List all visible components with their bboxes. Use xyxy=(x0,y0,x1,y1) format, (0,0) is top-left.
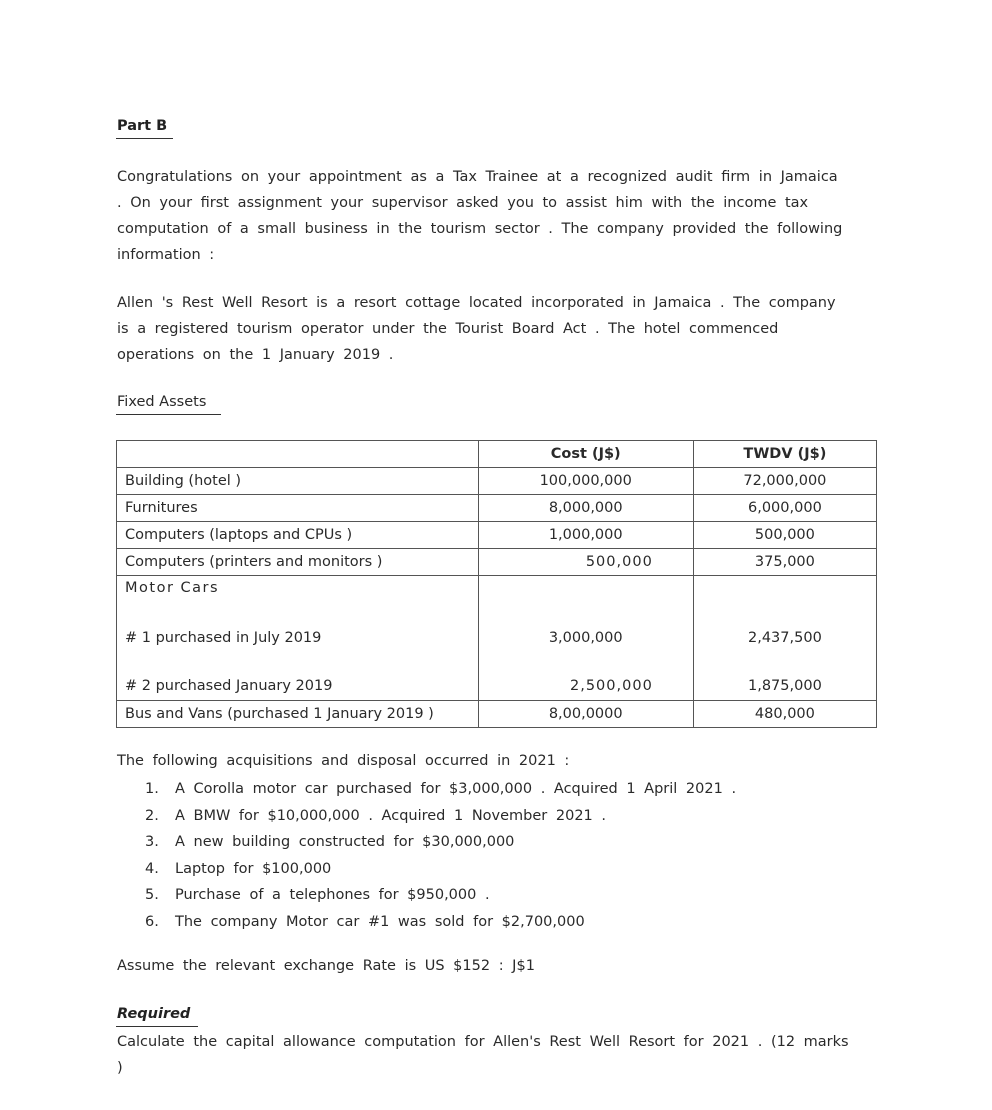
motor-cars-twdv-cell xyxy=(693,576,876,701)
item-text: Purchase of a telephones for $950,000 . xyxy=(175,887,490,903)
fixed-assets-underline xyxy=(116,414,221,415)
fixed-assets-table xyxy=(116,440,877,728)
header-twdv: TWDV (J$) xyxy=(693,441,876,468)
motor-cars-cell xyxy=(117,576,479,701)
table-row xyxy=(117,522,877,549)
item-number: 3. xyxy=(145,834,159,850)
asset-twdv: 375,000 xyxy=(693,549,876,576)
item-text: A Corolla motor car purchased for $3,000,000 . Acquired 1 April 2021 . xyxy=(175,781,737,797)
asset-twdv: 500,000 xyxy=(693,522,876,549)
asset-twdv: 72,000,000 xyxy=(693,468,876,495)
acquisitions-intro: The following acquisitions and disposal occurred in 2021 : xyxy=(117,753,570,769)
header-cost: Cost (J$) xyxy=(478,441,693,468)
item-number: 5. xyxy=(145,887,159,903)
table-row-motor-cars xyxy=(117,576,877,701)
motor-cars-cost-cell xyxy=(478,576,693,701)
header-asset xyxy=(117,441,479,468)
asset-cost: 500,000 xyxy=(478,549,693,576)
asset-cost: 1,000,000 xyxy=(478,522,693,549)
car1-twdv: 2,437,500 xyxy=(748,630,822,646)
table-row xyxy=(117,495,877,522)
list-item xyxy=(145,856,736,883)
car2-label: # 2 purchased January 2019 xyxy=(125,678,333,694)
table-row xyxy=(117,701,877,728)
asset-label: Computers (printers and monitors ) xyxy=(117,549,479,576)
table-row xyxy=(117,549,877,576)
asset-label: Furnitures xyxy=(117,495,479,522)
car1-cost: 3,000,000 xyxy=(548,630,623,646)
part-title: Part B xyxy=(117,118,168,134)
item-text: The company Motor car #1 was sold for $2,700,000 xyxy=(175,913,585,930)
acquisitions-list xyxy=(145,776,736,935)
required-underline xyxy=(116,1026,198,1027)
required-text: Calculate the capital allowance computation for Allen's Rest Well Resort for 2021 . (12 marks ) xyxy=(117,1034,849,1076)
asset-cost: 100,000,000 xyxy=(478,468,693,495)
table-header-row xyxy=(117,441,877,468)
asset-twdv: 6,000,000 xyxy=(693,495,876,522)
motor-cars-label: Motor Cars xyxy=(125,580,220,596)
part-title-underline xyxy=(116,138,173,139)
item-number: 6. xyxy=(145,913,159,930)
item-text: A BMW for $10,000,000 . Acquired 1 November 2021 . xyxy=(175,807,606,824)
company-paragraph: Allen 's Rest Well Resort is a resort cottage located incorporated in Jamaica . The company is a registered tourism operator under the Tourist Board Act . The hotel commenced operations on the 1 January 2019 . xyxy=(117,295,836,363)
table-row xyxy=(117,468,877,495)
intro-paragraph: Congratulations on your appointment as a Tax Trainee at a recognized audit firm in Jamaica . On your first assignment your supervisor asked you to assist him with the income tax computation of a small business in the tourism sector . The company provided the following information : xyxy=(117,169,843,263)
item-number: 4. xyxy=(145,860,159,877)
bus-twdv: 480,000 xyxy=(693,701,876,728)
list-item xyxy=(145,776,736,803)
car1-label: # 1 purchased in July 2019 xyxy=(125,630,322,646)
car2-twdv: 1,875,000 xyxy=(748,678,822,694)
asset-cost: 8,000,000 xyxy=(478,495,693,522)
asset-label: Building (hotel ) xyxy=(117,468,479,495)
item-text: Laptop for $100,000 xyxy=(175,860,332,877)
list-item xyxy=(145,882,736,909)
list-item xyxy=(145,909,736,936)
item-number: 2. xyxy=(145,807,159,824)
bus-label: Bus and Vans (purchased 1 January 2019 ) xyxy=(117,701,479,728)
list-item xyxy=(145,803,736,830)
exchange-rate-text: Assume the relevant exchange Rate is US $152 : J$1 xyxy=(117,958,535,974)
item-text: A new building constructed for $30,000,000 xyxy=(175,834,515,850)
item-number: 1. xyxy=(145,781,159,797)
list-item xyxy=(145,829,736,856)
asset-label: Computers (laptops and CPUs ) xyxy=(117,522,479,549)
fixed-assets-heading: Fixed Assets xyxy=(117,394,207,410)
bus-cost: 8,00,0000 xyxy=(478,701,693,728)
required-heading: Required xyxy=(117,1006,191,1022)
car2-cost: 2,500,000 xyxy=(570,678,653,694)
